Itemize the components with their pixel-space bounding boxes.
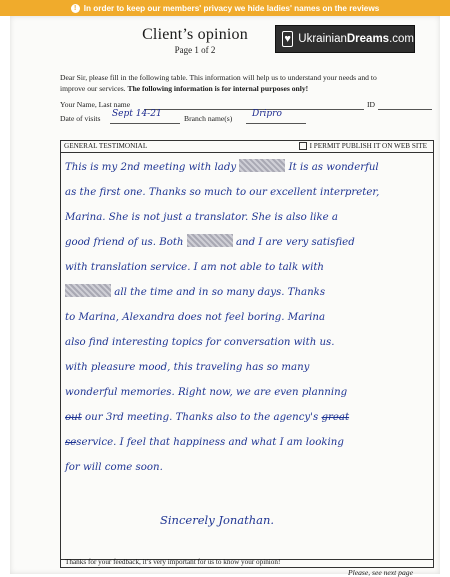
redacted-name (187, 234, 233, 247)
date-label: Date of visits (60, 114, 101, 123)
name-label: Your Name, Last name (60, 100, 131, 109)
permit-option[interactable] (299, 142, 427, 150)
scanned-form (10, 16, 440, 577)
text-line: seservice. I feel that happiness and what I am looking (65, 437, 344, 448)
date-value: Sept 14-21 (112, 109, 162, 119)
text-line: with translation service. I am not able to talk with (65, 262, 324, 273)
text-line: good friend of us. Both and I are very satisfied (65, 230, 431, 255)
testimonial-header (61, 141, 433, 153)
intro-line-2: improve our services. The following information is for internal purposes only! (60, 84, 309, 93)
text-line: also find interesting topics for conversation with us. (65, 337, 335, 348)
page-indicator: Page 1 of 2 (174, 45, 216, 55)
ukrainiandreams-logo (275, 25, 415, 53)
form-footer: Thanks for your feedback, it’s very important for us to know your opinion! (60, 557, 434, 568)
heart-icon: ♥ (282, 31, 293, 47)
permit-checkbox[interactable] (299, 142, 307, 150)
branch-value: Dripro (252, 109, 282, 119)
privacy-banner (0, 0, 450, 16)
text-line: Marina. She is not just a translator. She is also like a (65, 212, 339, 223)
intro-line-1: Dear Sir, please fill in the following table. This information will help us to understand your needs and to (60, 73, 377, 82)
text-line: for will come soon. (65, 462, 163, 473)
redacted-name (65, 284, 111, 297)
text-line: to Marina, Alexandra does not feel boring. Marina (65, 312, 326, 323)
signature: Sincerely Jonathan. (160, 513, 275, 527)
redacted-name (239, 159, 285, 172)
form-title: Client’s opinion (142, 26, 248, 43)
text-line: wonderful memories. Right now, we are even planning (65, 387, 348, 398)
text-line: as the first one. Thanks so much to our excellent interpreter, (65, 187, 380, 198)
handwritten-testimonial (65, 155, 431, 527)
info-icon: ! (71, 4, 80, 13)
testimonial-box (60, 140, 434, 560)
section-label: GENERAL TESTIMONIAL (64, 142, 148, 150)
logo-text: UkrainianDreams.com (298, 33, 414, 45)
text-line: out our 3rd meeting. Thanks also to the agency's great (65, 412, 350, 423)
text-line: This is my 2nd meeting with lady It is as wonderful (65, 155, 431, 180)
id-label: ID (367, 100, 376, 109)
text-line: all the time and in so many days. Thanks (65, 280, 431, 305)
branch-label: Branch name(s) (184, 114, 233, 123)
form-intro (60, 72, 430, 94)
id-field[interactable] (378, 100, 432, 110)
permit-label: I PERMIT PUBLISH IT ON WEB SITE (309, 142, 427, 150)
banner-text: In order to keep our members' privacy we hide ladies' names on the reviews (83, 3, 380, 13)
next-page-note: Please, see next page (348, 568, 413, 577)
text-line: with pleasure mood, this traveling has so many (65, 362, 310, 373)
